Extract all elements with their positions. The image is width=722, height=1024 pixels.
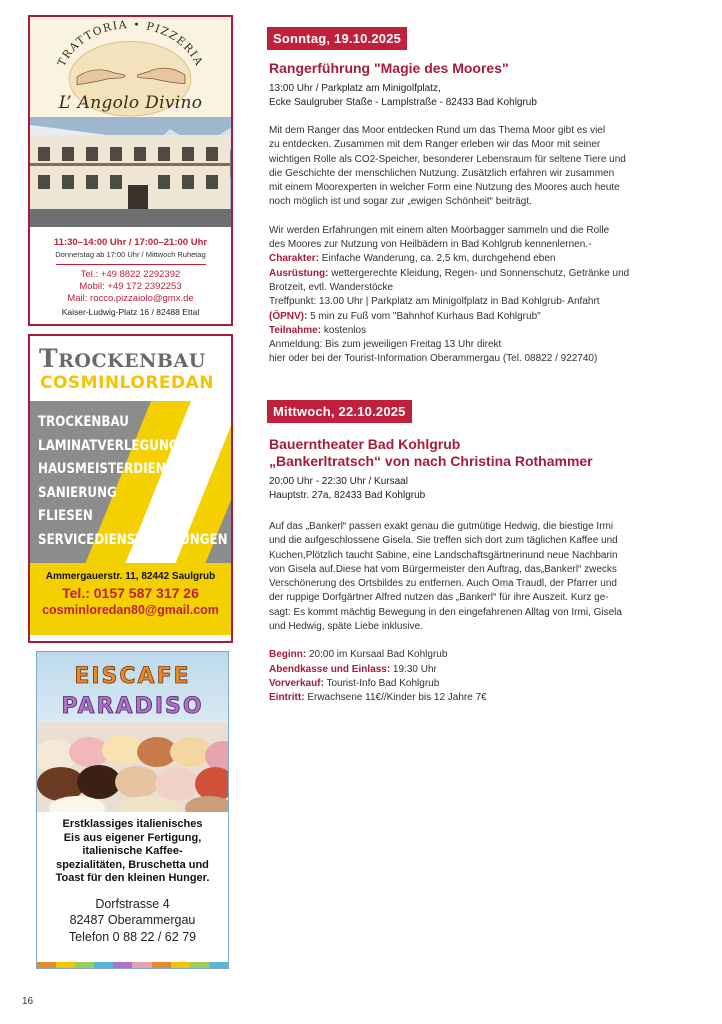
trattoria-mail: Mail: rocco.pizzaiolo@gmx.de — [67, 293, 194, 304]
event-title-line: Bauerntheater Bad Kohlgrub — [269, 436, 461, 452]
trockenbau-services — [30, 401, 231, 552]
body-line: und die aufgeschlossene Gisela. Sie treffen sich dort zum täglichen Kaffee und — [269, 535, 618, 547]
body-line: Brotzeit, evtl. Wanderstöcke — [269, 281, 394, 293]
body-line: sagt: Es kommt mächtig Bewegung in den eingefahrenen Alltag von Irmi, Gisela — [269, 606, 622, 618]
event-time: 13:00 Uhr / Parkplatz am Minigolfplatz, — [269, 83, 441, 94]
body-line: wichtigen Rolle als CO2-Speicher, besonderer Lebensraum für seltene Tiere und — [269, 153, 626, 165]
body-line: Verschönerung des Ortsbildes zu entfernen. Auch Oma Traudl, der Pfarrer und — [269, 578, 617, 590]
eiscafe-header — [37, 652, 228, 812]
detail-label: Vorverkauf: — [269, 677, 324, 689]
event-location: Ecke Saulgruber Staße - Lamplstraße - 82433 Bad Kohlgrub — [269, 97, 537, 108]
trockenbau-contact — [30, 563, 231, 635]
trattoria-mobil: Mobil: +49 172 2392253 — [79, 281, 182, 292]
detail-label: Eintritt: — [269, 692, 305, 704]
detail-abendkasse — [269, 663, 699, 677]
trattoria-info — [30, 227, 231, 317]
event-title: Rangerführung "Magie des Moores" — [269, 60, 509, 76]
detail-value: 19:30 Uhr — [390, 663, 437, 675]
trattoria-building-photo — [30, 117, 231, 227]
eiscafe-address-line: Dorfstrasse 4 — [95, 896, 170, 911]
trockenbau-tel: Tel.: 0157 587 317 26 — [62, 585, 199, 601]
page-number: 16 — [22, 996, 34, 1007]
trockenbau-title — [39, 344, 231, 373]
eiscafe-description — [37, 812, 228, 886]
detail-charakter — [269, 252, 699, 266]
service-item: TROCKENBAU — [38, 414, 129, 430]
event-date-badge: Sonntag, 19.10.2025 — [267, 27, 407, 50]
body-line: Mit dem Ranger das Moor entdecken Rund um das Thema Moor gibt es viel — [269, 125, 606, 136]
body-line: Auf das „Bankerl“ passen exakt genau die gutmütige Hedwig, die biestige Irmi — [269, 521, 614, 532]
event-title — [269, 436, 593, 470]
event-meta — [269, 82, 537, 110]
detail-value: Einfache Wanderung, ca. 2,5 km, durchgehend eben — [319, 253, 556, 265]
body-line: der ruppige Dorfgärtner Alfred nutzen das „Bankerl“ für ihre Auszeit. Kurz ge- — [269, 592, 609, 604]
service-item: FLIESEN — [38, 508, 93, 524]
event-title-line: „Bankerltratsch“ von nach Christina Rothammer — [269, 453, 593, 469]
detail-beginn — [269, 648, 699, 662]
trockenbau-services-band — [30, 401, 231, 563]
trattoria-arc-text: TRATTORIA • PIZZERIA — [54, 17, 207, 69]
ad-eiscafe — [36, 651, 229, 969]
detail-oepnv — [269, 310, 699, 324]
service-item: SERVICEDIENSTLEISTUNGEN — [38, 531, 228, 548]
event-description — [269, 520, 699, 706]
trockenbau-address: Ammergauerstr. 11, 82442 Saulgrub — [45, 571, 216, 582]
body-line: die Geschichte der menschlichen Nutzung. Zusätzlich erfahren wir zusammen — [269, 167, 615, 179]
trockenbau-title-initial: T — [39, 344, 59, 373]
event-location: Hauptstr. 27a, 82433 Bad Kohlgrub — [269, 490, 426, 501]
body-line: mit einem Moorexperten in welcher Form eine Nutzung des Moores auch heute — [269, 182, 620, 194]
detail-teilnahme — [269, 324, 699, 338]
eiscafe-desc-line: Toast für den kleinen Hunger. — [55, 872, 210, 884]
trattoria-days: Donnerstag ab 17:00 Uhr / Mittwoch Ruhetag — [55, 250, 206, 259]
eiscafe-title-line1: EISCAFE — [74, 664, 191, 689]
detail-vorverkauf — [269, 677, 699, 691]
eiscafe-desc-line: spezialitäten, Bruschetta und — [56, 858, 209, 871]
event-date-badge: Mittwoch, 22.10.2025 — [267, 400, 412, 423]
detail-label: Ausrüstung: — [269, 267, 329, 279]
ad-trattoria — [28, 15, 233, 326]
eiscafe-desc-line: Eis aus eigener Fertigung, — [63, 831, 202, 844]
trattoria-name: L’ Angolo Divino — [58, 93, 203, 113]
body-line: Anmeldung: Bis zum jeweiligen Freitag 13 Uhr direkt — [269, 339, 502, 351]
body-line: Wir werden Erfahrungen mit einem alten Moorbagger sammeln und die Rolle — [269, 224, 610, 236]
paragraph-gap — [269, 210, 699, 224]
eiscafe-address-line: Telefon 0 88 22 / 62 79 — [68, 929, 197, 944]
trattoria-divider — [56, 264, 206, 265]
ad-trockenbau — [28, 334, 233, 643]
event-time: 20:00 Uhr - 22:30 Uhr / Kursaal — [269, 476, 408, 487]
body-line: Treffpunkt: 13.00 Uhr | Parkplatz am Minigolfplatz in Bad Kohlgrub- Anfahrt — [269, 296, 600, 308]
trattoria-logo — [30, 17, 231, 117]
detail-label: Abendkasse und Einlass: — [269, 663, 391, 675]
ice-cream-display-icon — [37, 722, 228, 812]
trattoria-address: Kaiser-Ludwig-Platz 16 / 82488 Ettal — [61, 307, 200, 317]
eiscafe-title-line2: PARADISO — [61, 694, 204, 719]
body-line: des Moores zur Nutzung von Heilbädern in Bad Kohlgrub kennenlernen.- — [269, 239, 592, 251]
service-item: HAUSMEISTERDIENST — [38, 461, 183, 477]
trockenbau-title-rest: ROCKENBAU — [58, 350, 206, 372]
body-line: und Hedwig, späte Liebe inklusive. — [269, 621, 423, 633]
detail-eintritt — [269, 691, 699, 705]
event-description — [269, 124, 699, 367]
detail-label: Charakter: — [269, 253, 320, 265]
eiscafe-color-bar — [37, 962, 228, 968]
trockenbau-mail: cosminloredan80@gmail.com — [42, 603, 219, 617]
detail-ausruestung — [269, 267, 699, 281]
service-item: LAMINATVERLEGUNG — [38, 437, 179, 454]
detail-value: 5 min zu Fuß vom "Bahnhof Kurhaus Bad Kohlgrub" — [307, 310, 541, 322]
building-icon — [30, 117, 231, 227]
detail-value: Erwachsene 11€//Kinder bis 12 Jahre 7€ — [304, 692, 487, 704]
body-line: hier oder bei der Tourist-Information Oberammergau (Tel. 08822 / 922740) — [269, 353, 598, 365]
paragraph-gap — [269, 634, 699, 648]
body-line: von Gisela auf.Diese hat vom Bürgermeister den Auftrag, das„Bankerl“ zwecks — [269, 563, 617, 575]
detail-label: (ÖPNV): — [269, 310, 308, 322]
detail-label: Beginn: — [269, 649, 307, 661]
trockenbau-subtitle: COSMINLOREDAN — [40, 373, 215, 393]
event-meta — [269, 475, 425, 503]
trattoria-hours: 11:30–14:00 Uhr / 17:00–21:00 Uhr — [53, 237, 208, 248]
eiscafe-address — [37, 896, 228, 946]
eiscafe-desc-line: Erstklassiges italienisches — [62, 818, 203, 830]
eiscafe-desc-line: italienische Kaffee- — [82, 845, 183, 857]
detail-value: 20:00 im Kursaal Bad Kohlgrub — [306, 649, 448, 661]
body-line: zu entdecken. Zusammen mit dem Ranger erleben wir das Moor mit seiner — [269, 139, 601, 151]
detail-value: kostenlos — [321, 324, 367, 336]
body-line: Kuchen,Plötzlich taucht Sabine, eine Landschaftsgärtnerinund neue Nachbarin — [269, 549, 618, 561]
detail-label: Teilnahme: — [269, 324, 322, 336]
detail-value: wettergerechte Kleidung, Regen- und Sonnenschutz, Getränke und — [328, 267, 630, 279]
service-item: SANIERUNG — [38, 484, 117, 501]
eiscafe-address-line: 82487 Oberammergau — [69, 913, 196, 927]
body-line: noch möglich ist und sogar zur „ewigen Schönheit“ beiträgt. — [269, 196, 532, 208]
detail-value: Tourist-Info Bad Kohlgrub — [323, 677, 440, 689]
trattoria-tel: Tel.: +49 8822 2292392 — [80, 269, 181, 280]
